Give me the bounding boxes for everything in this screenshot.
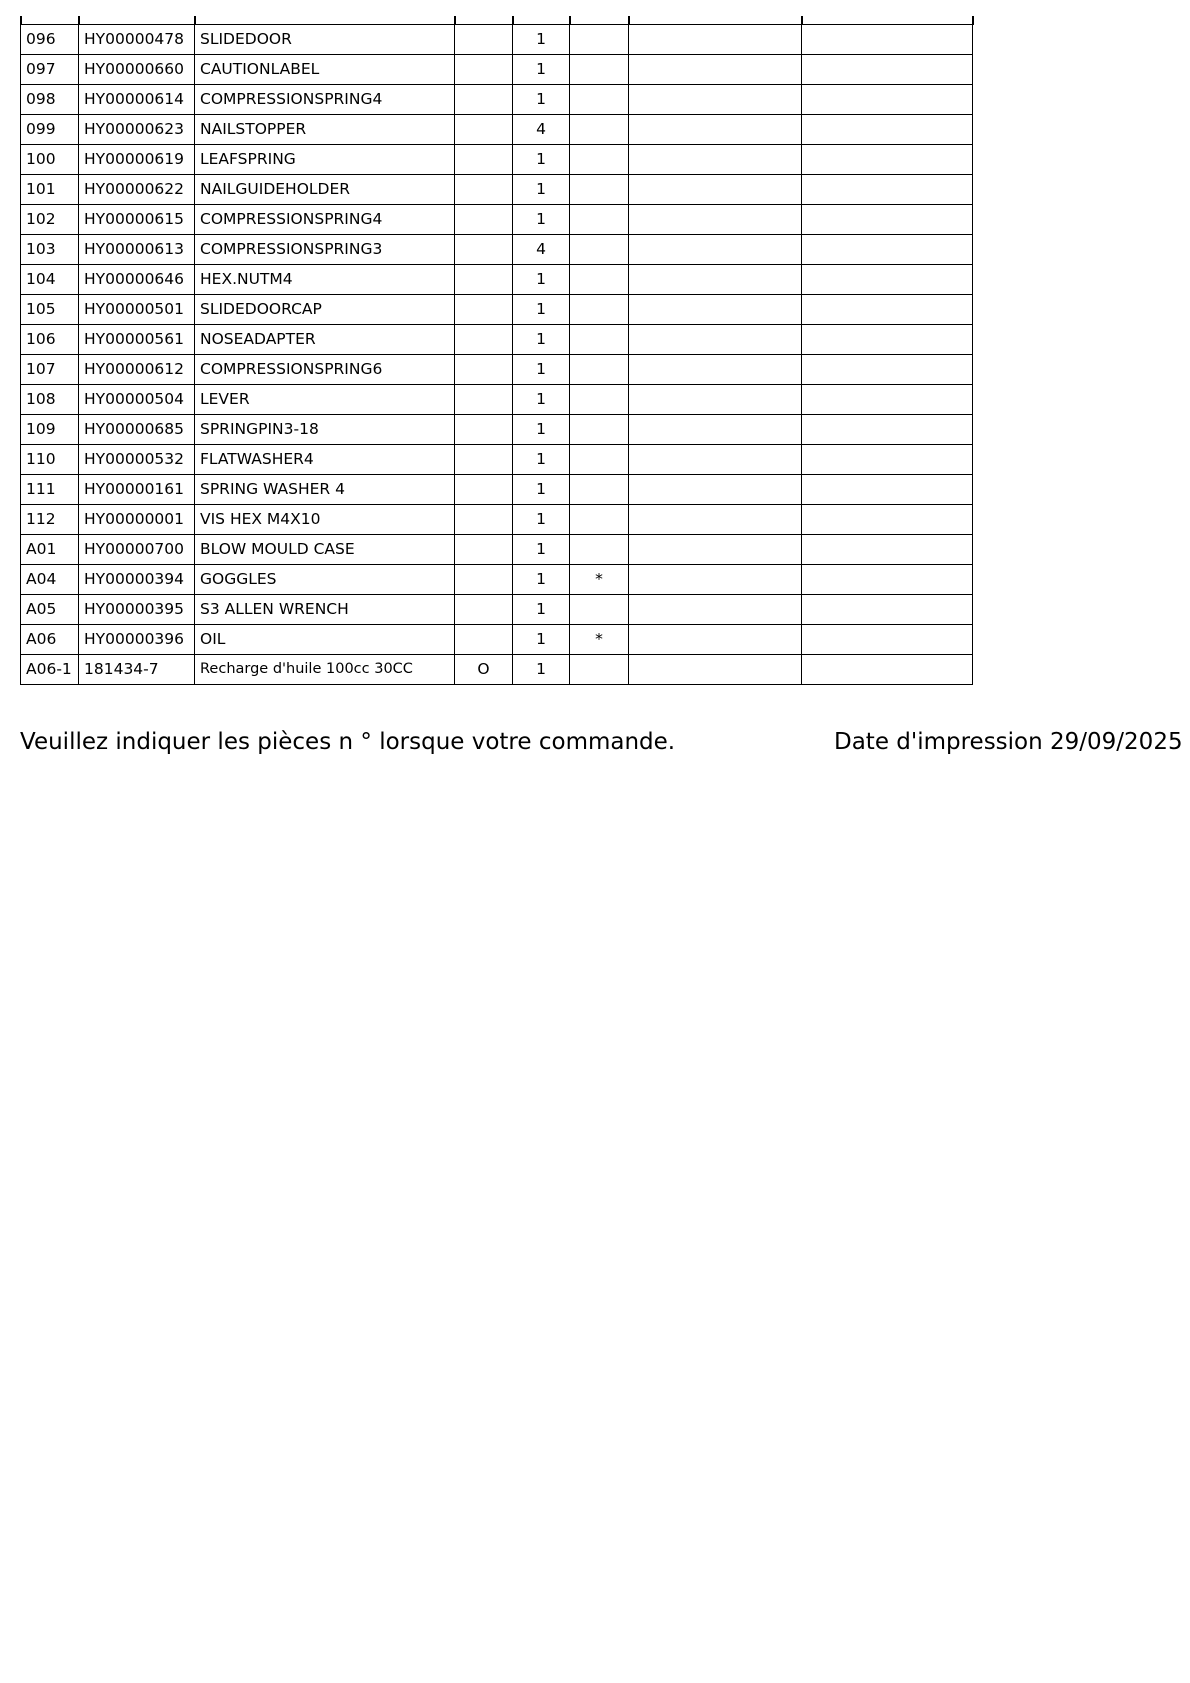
part-description-cell: NOSEADAPTER [195, 325, 455, 355]
part-description-cell: CAUTIONLABEL [195, 55, 455, 85]
empty-cell [629, 355, 802, 385]
part-code-cell: HY00000619 [79, 145, 195, 175]
flag-cell: * [570, 565, 629, 595]
table-row [21, 565, 973, 595]
part-number-cell: 096 [21, 25, 79, 55]
part-description-cell: S3 ALLEN WRENCH [195, 595, 455, 625]
quantity-cell: 1 [513, 535, 570, 565]
flag-cell [570, 655, 629, 685]
quantity-cell: 1 [513, 295, 570, 325]
empty-cell [802, 595, 973, 625]
empty-cell [802, 355, 973, 385]
part-mark-cell [455, 535, 513, 565]
part-number-cell: A01 [21, 535, 79, 565]
part-mark-cell [455, 145, 513, 175]
empty-cell [802, 325, 973, 355]
parts-table-body [21, 25, 973, 685]
part-description-cell: GOGGLES [195, 565, 455, 595]
quantity-cell: 1 [513, 385, 570, 415]
part-mark-cell [455, 295, 513, 325]
flag-cell [570, 325, 629, 355]
part-number-cell: 108 [21, 385, 79, 415]
part-number-cell: 112 [21, 505, 79, 535]
part-code-cell: HY00000532 [79, 445, 195, 475]
empty-cell [629, 115, 802, 145]
part-number-cell: 110 [21, 445, 79, 475]
table-row [21, 235, 973, 265]
part-description-cell: COMPRESSIONSPRING6 [195, 355, 455, 385]
part-mark-cell: O [455, 655, 513, 685]
quantity-cell: 1 [513, 415, 570, 445]
quantity-cell: 4 [513, 235, 570, 265]
part-number-cell: 101 [21, 175, 79, 205]
part-description-cell: BLOW MOULD CASE [195, 535, 455, 565]
empty-cell [629, 505, 802, 535]
part-number-cell: 103 [21, 235, 79, 265]
empty-cell [802, 295, 973, 325]
flag-cell [570, 115, 629, 145]
flag-cell [570, 505, 629, 535]
quantity-cell: 1 [513, 625, 570, 655]
table-row [21, 535, 973, 565]
part-number-cell: A06-1 [21, 655, 79, 685]
part-code-cell: HY00000614 [79, 85, 195, 115]
empty-cell [629, 235, 802, 265]
quantity-cell: 1 [513, 325, 570, 355]
part-number-cell: 098 [21, 85, 79, 115]
table-row [21, 355, 973, 385]
quantity-cell: 1 [513, 145, 570, 175]
quantity-cell: 1 [513, 475, 570, 505]
flag-cell [570, 595, 629, 625]
quantity-cell: 1 [513, 565, 570, 595]
flag-cell [570, 415, 629, 445]
empty-cell [629, 205, 802, 235]
part-mark-cell [455, 355, 513, 385]
table-row [21, 325, 973, 355]
flag-cell [570, 25, 629, 55]
part-mark-cell [455, 25, 513, 55]
empty-cell [802, 625, 973, 655]
empty-cell [629, 85, 802, 115]
flag-cell [570, 265, 629, 295]
flag-cell [570, 235, 629, 265]
part-number-cell: 100 [21, 145, 79, 175]
empty-cell [802, 445, 973, 475]
empty-cell [629, 265, 802, 295]
part-number-cell: 107 [21, 355, 79, 385]
table-row [21, 505, 973, 535]
empty-cell [629, 565, 802, 595]
table-row [21, 145, 973, 175]
part-code-cell: HY00000646 [79, 265, 195, 295]
part-code-cell: HY00000501 [79, 295, 195, 325]
part-mark-cell [455, 565, 513, 595]
part-number-cell: 104 [21, 265, 79, 295]
table-row [21, 175, 973, 205]
part-mark-cell [455, 325, 513, 355]
table-row [21, 55, 973, 85]
empty-cell [629, 625, 802, 655]
part-number-cell: 105 [21, 295, 79, 325]
part-mark-cell [455, 235, 513, 265]
parts-table [20, 24, 973, 685]
quantity-cell: 1 [513, 175, 570, 205]
table-row [21, 625, 973, 655]
table-row [21, 445, 973, 475]
empty-cell [802, 565, 973, 595]
empty-cell [802, 385, 973, 415]
part-code-cell: HY00000001 [79, 505, 195, 535]
table-row [21, 295, 973, 325]
empty-cell [629, 475, 802, 505]
flag-cell [570, 295, 629, 325]
empty-cell [629, 325, 802, 355]
empty-cell [802, 475, 973, 505]
table-row [21, 385, 973, 415]
part-mark-cell [455, 115, 513, 145]
flag-cell [570, 355, 629, 385]
part-mark-cell [455, 415, 513, 445]
quantity-cell: 1 [513, 265, 570, 295]
table-row [21, 85, 973, 115]
part-description-cell: FLATWASHER4 [195, 445, 455, 475]
part-number-cell: 109 [21, 415, 79, 445]
flag-cell [570, 175, 629, 205]
empty-cell [802, 55, 973, 85]
flag-cell [570, 85, 629, 115]
part-code-cell: HY00000660 [79, 55, 195, 85]
part-description-cell: NAILGUIDEHOLDER [195, 175, 455, 205]
empty-cell [629, 445, 802, 475]
part-description-cell: COMPRESSIONSPRING4 [195, 85, 455, 115]
part-mark-cell [455, 625, 513, 655]
part-code-cell: HY00000561 [79, 325, 195, 355]
order-instruction-note: Veuillez indiquer les pièces n ° lorsque votre commande. [20, 729, 676, 755]
quantity-cell: 1 [513, 595, 570, 625]
empty-cell [629, 595, 802, 625]
empty-cell [802, 505, 973, 535]
empty-cell [802, 415, 973, 445]
empty-cell [629, 145, 802, 175]
part-number-cell: 099 [21, 115, 79, 145]
flag-cell [570, 475, 629, 505]
empty-cell [802, 535, 973, 565]
empty-cell [629, 25, 802, 55]
part-mark-cell [455, 445, 513, 475]
part-number-cell: A04 [21, 565, 79, 595]
part-code-cell: HY00000623 [79, 115, 195, 145]
quantity-cell: 1 [513, 445, 570, 475]
table-row [21, 265, 973, 295]
part-number-cell: 106 [21, 325, 79, 355]
quantity-cell: 1 [513, 205, 570, 235]
part-description-cell: OIL [195, 625, 455, 655]
empty-cell [629, 295, 802, 325]
part-code-cell: HY00000613 [79, 235, 195, 265]
part-description-cell: HEX.NUTM4 [195, 265, 455, 295]
part-description-cell: NAILSTOPPER [195, 115, 455, 145]
quantity-cell: 1 [513, 85, 570, 115]
part-description-cell: VIS HEX M4X10 [195, 505, 455, 535]
part-code-cell: HY00000622 [79, 175, 195, 205]
part-code-cell: HY00000395 [79, 595, 195, 625]
part-description-cell: SLIDEDOORCAP [195, 295, 455, 325]
empty-cell [802, 235, 973, 265]
quantity-cell: 1 [513, 655, 570, 685]
quantity-cell: 1 [513, 55, 570, 85]
empty-cell [802, 85, 973, 115]
part-code-cell: HY00000161 [79, 475, 195, 505]
part-mark-cell [455, 265, 513, 295]
empty-cell [629, 55, 802, 85]
part-number-cell: 102 [21, 205, 79, 235]
table-row [21, 205, 973, 235]
part-code-cell: HY00000396 [79, 625, 195, 655]
quantity-cell: 1 [513, 25, 570, 55]
table-row [21, 475, 973, 505]
part-mark-cell [455, 55, 513, 85]
flag-cell [570, 55, 629, 85]
part-code-cell: HY00000478 [79, 25, 195, 55]
part-description-cell: SPRINGPIN3-18 [195, 415, 455, 445]
part-number-cell: A06 [21, 625, 79, 655]
part-description-cell: SLIDEDOOR [195, 25, 455, 55]
flag-cell [570, 205, 629, 235]
empty-cell [629, 655, 802, 685]
table-row [21, 115, 973, 145]
part-number-cell: 111 [21, 475, 79, 505]
empty-cell [629, 175, 802, 205]
flag-cell [570, 445, 629, 475]
empty-cell [802, 115, 973, 145]
table-row [21, 25, 973, 55]
part-mark-cell [455, 595, 513, 625]
part-description-cell: LEAFSPRING [195, 145, 455, 175]
table-row [21, 415, 973, 445]
print-date: Date d'impression 29/09/2025 [834, 729, 1183, 755]
empty-cell [802, 655, 973, 685]
flag-cell [570, 385, 629, 415]
empty-cell [629, 415, 802, 445]
empty-cell [802, 205, 973, 235]
part-code-cell: HY00000394 [79, 565, 195, 595]
part-description-cell: COMPRESSIONSPRING4 [195, 205, 455, 235]
flag-cell [570, 535, 629, 565]
flag-cell [570, 145, 629, 175]
quantity-cell: 1 [513, 355, 570, 385]
part-code-cell: HY00000612 [79, 355, 195, 385]
table-row [21, 655, 973, 685]
empty-cell [802, 265, 973, 295]
flag-cell: * [570, 625, 629, 655]
part-code-cell: HY00000504 [79, 385, 195, 415]
part-description-cell: SPRING WASHER 4 [195, 475, 455, 505]
part-mark-cell [455, 175, 513, 205]
empty-cell [629, 535, 802, 565]
quantity-cell: 4 [513, 115, 570, 145]
part-code-cell: HY00000700 [79, 535, 195, 565]
part-description-cell: LEVER [195, 385, 455, 415]
empty-cell [629, 385, 802, 415]
part-description-cell: COMPRESSIONSPRING3 [195, 235, 455, 265]
part-code-cell: HY00000685 [79, 415, 195, 445]
part-number-cell: A05 [21, 595, 79, 625]
part-mark-cell [455, 505, 513, 535]
quantity-cell: 1 [513, 505, 570, 535]
part-mark-cell [455, 85, 513, 115]
empty-cell [802, 175, 973, 205]
table-row [21, 595, 973, 625]
part-mark-cell [455, 385, 513, 415]
part-mark-cell [455, 205, 513, 235]
part-description-cell: Recharge d'huile 100cc 30CC [195, 655, 455, 685]
empty-cell [802, 145, 973, 175]
part-mark-cell [455, 475, 513, 505]
part-code-cell: HY00000615 [79, 205, 195, 235]
part-code-cell: 181434-7 [79, 655, 195, 685]
part-number-cell: 097 [21, 55, 79, 85]
empty-cell [802, 25, 973, 55]
